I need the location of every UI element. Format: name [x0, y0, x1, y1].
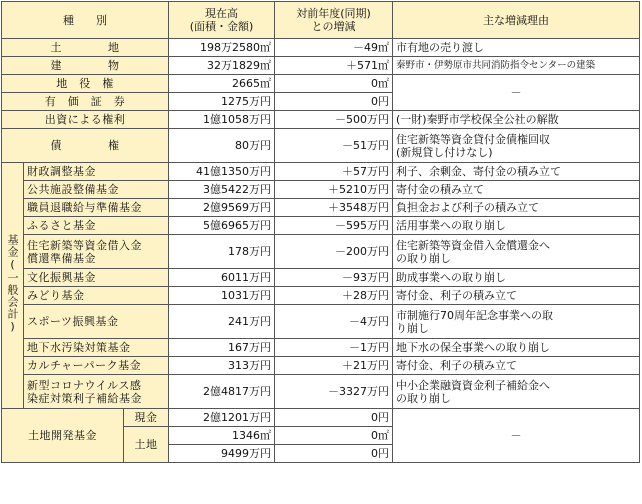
table-row: [2, 111, 640, 129]
row-change: ＋571㎡: [275, 57, 393, 75]
fund-change: ＋21万円: [275, 357, 393, 375]
row-reason: 住宅新築等資金貸付金債権回収 (新規貸し付けなし): [393, 129, 640, 163]
row-reason: 秦野市・伊勢原市共同消防指令センターの建築: [393, 57, 640, 75]
fund-current: 241万円: [169, 305, 275, 339]
table-row: [2, 75, 640, 93]
row-current: 1275万円: [169, 93, 275, 111]
row-current: 80万円: [169, 129, 275, 163]
header-reason: 主な増減理由: [393, 2, 640, 39]
land-fund-cash-current: 2億1201万円: [169, 409, 275, 427]
table-row: [2, 129, 640, 163]
land-fund-land-label: 土地: [124, 427, 169, 463]
fund-name: スポーツ振興基金: [24, 305, 169, 339]
fund-reason: 利子、余剰金、寄付金の積み立て: [393, 163, 640, 181]
row-current: 1億1058万円: [169, 111, 275, 129]
land-fund-cash-label: 現金: [124, 409, 169, 427]
fund-reason: 寄付金、利子の積み立て: [393, 287, 640, 305]
fund-change: ＋28万円: [275, 287, 393, 305]
table-row: [2, 235, 640, 269]
land-fund-land-value-change: 0円: [275, 445, 393, 463]
fund-current: 3億5422万円: [169, 181, 275, 199]
fund-current: 178万円: [169, 235, 275, 269]
fund-current: 2億4817万円: [169, 375, 275, 409]
row-change: 0㎡: [275, 75, 393, 93]
land-fund-reason: －: [393, 409, 640, 463]
row-reason: 市有地の売り渡し: [393, 39, 640, 57]
fund-name: 住宅新築等資金借入金 償還準備基金: [24, 235, 169, 269]
table-row: [2, 305, 640, 339]
fund-current: 5億6965万円: [169, 217, 275, 235]
fund-reason: 市制施行70周年記念事業への取 り崩し: [393, 305, 640, 339]
table-row: [2, 39, 640, 57]
row-change: －51万円: [275, 129, 393, 163]
table-row: [2, 181, 640, 199]
row-reason: －: [393, 75, 640, 111]
fund-name: ふるさと基金: [24, 217, 169, 235]
table-row: [2, 163, 640, 181]
table-row: [2, 409, 640, 427]
fund-group-label: 基金(一般会計): [2, 163, 24, 409]
fund-current: 41億1350万円: [169, 163, 275, 181]
fund-name: カルチャーパーク基金: [24, 357, 169, 375]
fund-reason: 助成事業への取り崩し: [393, 269, 640, 287]
table-row: [2, 339, 640, 357]
table-row: [2, 57, 640, 75]
table-row: [2, 357, 640, 375]
property-table: [1, 1, 640, 463]
fund-name: 地下水汚染対策基金: [24, 339, 169, 357]
row-name: 土 地: [2, 39, 169, 57]
fund-reason: 負担金および利子の積み立て: [393, 199, 640, 217]
row-change: －500万円: [275, 111, 393, 129]
row-name: 地 役 権: [2, 75, 169, 93]
fund-reason: 寄付金の積み立て: [393, 181, 640, 199]
row-name: 出資による権利: [2, 111, 169, 129]
fund-reason: 活用事業への取り崩し: [393, 217, 640, 235]
fund-current: 2億9569万円: [169, 199, 275, 217]
row-name: 建 物: [2, 57, 169, 75]
fund-reason: 地下水の保全事業への取り崩し: [393, 339, 640, 357]
land-fund-land-value: 9499万円: [169, 445, 275, 463]
fund-change: －200万円: [275, 235, 393, 269]
fund-name: 財政調整基金: [24, 163, 169, 181]
table-row: [2, 199, 640, 217]
land-fund-land-area-change: 0㎡: [275, 427, 393, 445]
fund-name: みどり基金: [24, 287, 169, 305]
table-row: [2, 375, 640, 409]
fund-reason: 中小企業融資資金利子補給金へ の取り崩し: [393, 375, 640, 409]
fund-name: 新型コロナウイルス感 染症対策利子補給基金: [24, 375, 169, 409]
header-current: 現在高 (面積・金額): [169, 2, 275, 39]
land-fund-name: 土地開発基金: [2, 409, 124, 463]
row-change: 0円: [275, 93, 393, 111]
table-row: [2, 287, 640, 305]
row-change: －49㎡: [275, 39, 393, 57]
fund-change: ＋3548万円: [275, 199, 393, 217]
land-fund-cash-change: 0円: [275, 409, 393, 427]
fund-change: ＋57万円: [275, 163, 393, 181]
fund-change: ＋5210万円: [275, 181, 393, 199]
fund-current: 313万円: [169, 357, 275, 375]
row-current: 2665㎡: [169, 75, 275, 93]
fund-reason: 寄付金、利子の積み立て: [393, 357, 640, 375]
row-name: 有 価 証 券: [2, 93, 169, 111]
land-fund-land-area: 1346㎡: [169, 427, 275, 445]
fund-change: －3327万円: [275, 375, 393, 409]
row-name: 債 権: [2, 129, 169, 163]
header-change: 対前年度(同期) との増減: [275, 2, 393, 39]
fund-name: 公共施設整備基金: [24, 181, 169, 199]
table-row: [2, 269, 640, 287]
row-current: 32万1829㎡: [169, 57, 275, 75]
fund-change: －1万円: [275, 339, 393, 357]
fund-name: 文化振興基金: [24, 269, 169, 287]
fund-current: 6011万円: [169, 269, 275, 287]
fund-change: －4万円: [275, 305, 393, 339]
fund-reason: 住宅新築等資金借入金償還金へ の取り崩し: [393, 235, 640, 269]
table-row: [2, 217, 640, 235]
fund-change: －595万円: [275, 217, 393, 235]
fund-change: －93万円: [275, 269, 393, 287]
row-reason: (一財)秦野市学校保全公社の解散: [393, 111, 640, 129]
fund-name: 職員退職給与準備基金: [24, 199, 169, 217]
fund-current: 1031万円: [169, 287, 275, 305]
row-current: 198万2580㎡: [169, 39, 275, 57]
header-type: 種 別: [2, 2, 169, 39]
fund-current: 167万円: [169, 339, 275, 357]
